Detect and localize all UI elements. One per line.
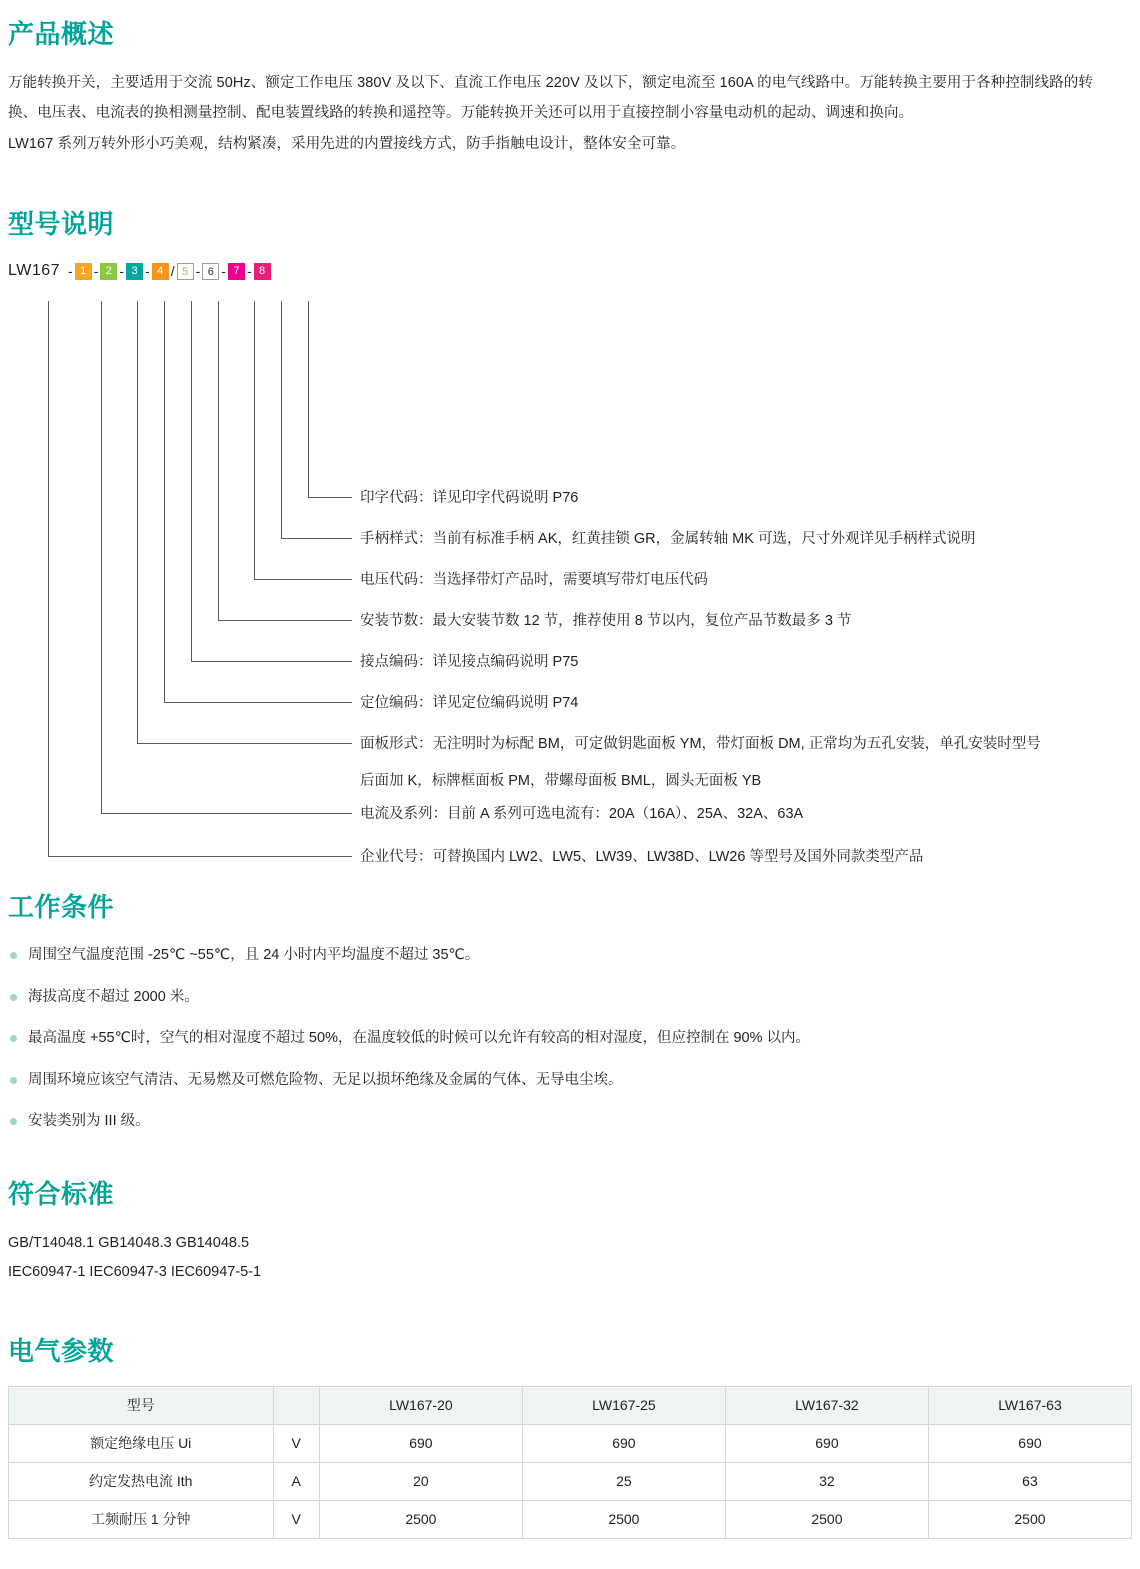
table-header-lw167-20: LW167-20 — [319, 1386, 522, 1424]
table-row — [9, 1500, 1132, 1538]
legend-item-current-series: 电流及系列：目前 A 系列可选电流有：20A（16A）、25A、32A、63A — [360, 806, 804, 823]
legend-item-print-code: 印字代码：详见印字代码说明 P76 — [360, 490, 579, 507]
code-box-1: 1 — [75, 263, 92, 280]
leader-vline-7 — [281, 301, 282, 538]
leader-hline-4 — [191, 661, 352, 662]
code-dash-2: - — [93, 263, 99, 280]
legend-item-panel-type-cont: 后面加 K，标牌框面板 PM，带螺母面板 BML，圆头无面板 YB — [360, 773, 762, 790]
code-box-2: 2 — [100, 263, 117, 280]
overview-paragraph-2: LW167 系列万转外形小巧美观，结构紧凑，采用先进的内置接线方式，防手指触电设计，整体安全可靠。 — [8, 136, 686, 153]
cell-value: 690 — [319, 1424, 522, 1462]
cell-param-unit: A — [273, 1462, 319, 1500]
cell-value: 25 — [522, 1462, 725, 1500]
legend-item-position-code: 定位编码：详见定位编码说明 P74 — [360, 695, 579, 712]
leader-vline-5 — [218, 301, 219, 620]
list-item: 安装类别为 III 级。 — [8, 1108, 1120, 1136]
table-header-lw167-63: LW167-63 — [928, 1386, 1131, 1424]
cell-value: 690 — [725, 1424, 928, 1462]
leader-hline-7 — [281, 538, 352, 539]
leader-vline-1 — [101, 301, 102, 813]
cell-param-name: 约定发热电流 Ith — [9, 1462, 274, 1500]
electrical-parameters-section — [0, 1331, 1140, 1539]
table-header-row — [9, 1386, 1132, 1424]
standards-section — [0, 1174, 1140, 1287]
working-conditions-title: 工作条件 — [8, 892, 115, 923]
list-item: 最高温度 +55℃时，空气的相对湿度不超过 50%，在温度较低的时候可以允许有较高的相对湿度，但应控制在 90% 以内。 — [8, 1025, 1120, 1053]
electrical-parameters-title: 电气参数 — [8, 1335, 115, 1366]
cell-value: 2500 — [319, 1500, 522, 1538]
model-leader-diagram — [8, 287, 1140, 877]
electrical-parameters-table — [8, 1386, 1132, 1539]
cell-param-name: 工频耐压 1 分钟 — [9, 1500, 274, 1538]
cell-value: 32 — [725, 1462, 928, 1500]
leader-hline-6 — [254, 579, 352, 580]
model-code-prefix: LW167 — [8, 262, 61, 280]
code-dash-6: - — [221, 263, 226, 280]
code-box-4: 4 — [152, 263, 169, 280]
table-row — [9, 1424, 1132, 1462]
list-item: 海拔高度不超过 2000 米。 — [8, 984, 1120, 1012]
cell-value: 2500 — [928, 1500, 1131, 1538]
leader-hline-1 — [101, 813, 352, 814]
code-dash-4: - — [145, 263, 150, 280]
list-item: 周围空气温度范围 -25℃ ~55℃，且 24 小时内平均温度不超过 35℃。 — [8, 942, 1120, 970]
leader-vline-0 — [48, 301, 49, 856]
working-conditions-section — [0, 887, 1140, 1136]
table-header-unit — [273, 1386, 319, 1424]
code-dash-7: - — [246, 263, 252, 280]
list-item: 周围环境应该空气清洁、无易燃及可燃危险物、无足以损坏绝缘及金属的气体、无导电尘埃。 — [8, 1067, 1120, 1095]
table-row — [9, 1462, 1132, 1500]
leader-hline-3 — [164, 702, 352, 703]
standards-title: 符合标准 — [8, 1178, 115, 1209]
cell-value: 63 — [928, 1462, 1131, 1500]
leader-hline-0 — [48, 856, 352, 857]
cell-value: 2500 — [522, 1500, 725, 1538]
leader-vline-8 — [308, 301, 309, 497]
cell-param-unit: V — [273, 1500, 319, 1538]
legend-item-panel-type: 面板形式：无注明时为标配 BM，可定做钥匙面板 YM，带灯面板 DM, 正常均为五孔安装，单孔安装时型号 — [360, 736, 1041, 753]
leader-vline-4 — [191, 301, 192, 661]
cell-value: 20 — [319, 1462, 522, 1500]
table-header-model: 型号 — [9, 1386, 274, 1424]
code-box-5: 5 — [177, 263, 194, 280]
leader-hline-8 — [308, 497, 352, 498]
leader-hline-5 — [218, 620, 352, 621]
leader-vline-2 — [137, 301, 138, 743]
legend-item-enterprise-code: 企业代号：可替换国内 LW2、LW5、LW39、LW38D、LW26 等型号及国外同款类型产品 — [360, 849, 924, 866]
cell-value: 2500 — [725, 1500, 928, 1538]
leader-vline-3 — [164, 301, 165, 702]
leader-vline-6 — [254, 301, 255, 579]
cell-param-unit: V — [273, 1424, 319, 1462]
model-explanation-section — [0, 204, 1140, 877]
code-box-6: 6 — [202, 263, 219, 280]
code-box-3: 3 — [126, 263, 143, 280]
standards-line-2: IEC60947-1 IEC60947-3 IEC60947-5-1 — [8, 1263, 262, 1280]
table-header-lw167-32: LW167-32 — [725, 1386, 928, 1424]
overview-title: 产品概述 — [8, 19, 115, 49]
code-dash-5: - — [195, 263, 201, 280]
legend-item-contact-code: 接点编码：详见接点编码说明 P75 — [360, 654, 579, 671]
code-box-7: 7 — [228, 263, 245, 280]
legend-item-voltage-code: 电压代码：当选择带灯产品时，需要填写带灯电压代码 — [360, 572, 708, 589]
code-dash-1: - — [68, 263, 73, 280]
table-header-lw167-25: LW167-25 — [522, 1386, 725, 1424]
code-dash-3: - — [119, 263, 125, 280]
legend-item-handle-style: 手柄样式：当前有标准手柄 AK，红黄挂锁 GR，金属转轴 MK 可选，尺寸外观详见手柄样式说明 — [360, 531, 976, 548]
code-slash: / — [170, 263, 175, 280]
cell-value: 690 — [928, 1424, 1131, 1462]
leader-hline-2 — [137, 743, 352, 744]
legend-item-section-count: 安装节数：最大安装节数 12 节，推荐使用 8 节以内，复位产品节数最多 3 节 — [360, 613, 852, 630]
model-title: 型号说明 — [8, 209, 115, 240]
working-conditions-list — [8, 942, 1120, 1136]
cell-param-name: 额定绝缘电压 Ui — [9, 1424, 274, 1462]
model-code-line — [8, 259, 1140, 283]
overview-section — [0, 0, 1140, 160]
overview-paragraph-1: 万能转换开关，主要适用于交流 50Hz、额定工作电压 380V 及以下、直流工作电压 220V 及以下，额定电流至 160A 的电气线路中。万能转换主要用于各种控制线路的转换、电压表、电流表的换相测量控制、配电装置线路的转换和遥控等。万能转换开关还可以用于直接控制小容量电动机的起动、调速和换向。 — [8, 75, 1093, 121]
code-box-8: 8 — [254, 263, 271, 280]
standards-line-1: GB/T14048.1 GB14048.3 GB14048.5 — [8, 1234, 250, 1251]
cell-value: 690 — [522, 1424, 725, 1462]
